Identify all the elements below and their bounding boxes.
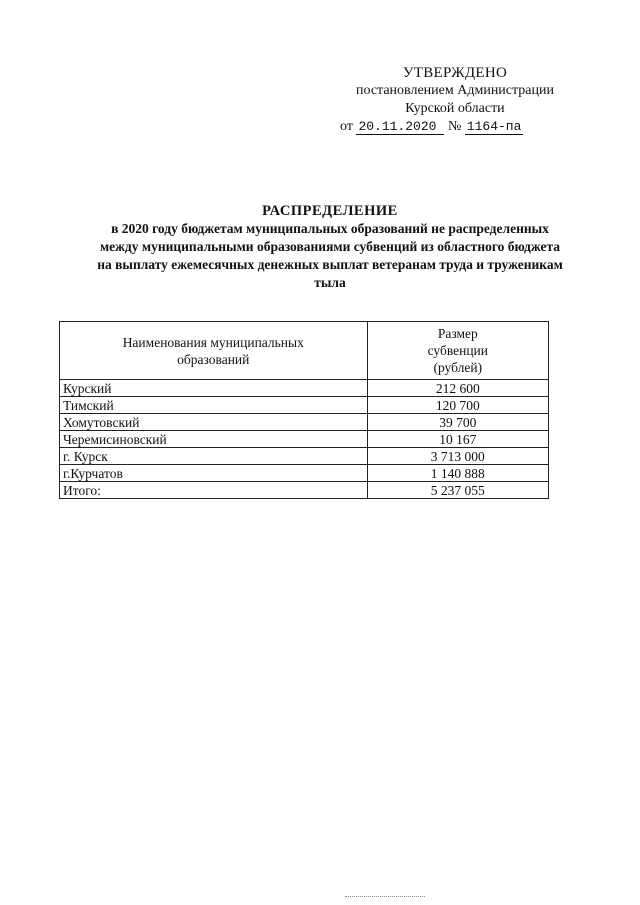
table-row-total — [60, 482, 549, 499]
row-name: Хомутовский — [60, 414, 368, 431]
row-name: Итого: — [60, 482, 368, 499]
row-amount: 3 713 000 — [367, 448, 548, 465]
column-header-amount: Размер субвенции (рублей) — [367, 322, 548, 380]
title-heading: РАСПРЕДЕЛЕНИЕ — [262, 203, 398, 219]
row-name: г.Курчатов — [60, 465, 368, 482]
decree-number: 1164-па — [466, 119, 522, 134]
row-name: Черемисиновский — [60, 431, 368, 448]
row-amount: 39 700 — [367, 414, 548, 431]
title-line-1: в 2020 году бюджетам муниципальных образований не распределенных — [111, 221, 549, 236]
row-name: г. Курск — [60, 448, 368, 465]
table-row — [60, 431, 549, 448]
row-amount: 10 167 — [367, 431, 548, 448]
row-amount: 5 237 055 — [367, 482, 548, 499]
number-label: № — [447, 119, 462, 134]
table-header-row — [60, 322, 549, 380]
title-line-2: между муниципальными образованиями субвенций из областного бюджета — [99, 239, 561, 254]
row-name: Курский — [60, 380, 368, 397]
decree-line — [330, 118, 580, 136]
row-name: Тимский — [60, 397, 368, 414]
column-header-name: Наименования муниципальных образований — [60, 322, 368, 380]
title-line-4: тыла — [314, 275, 346, 290]
table-row — [60, 448, 549, 465]
approval-line-2: Курской области — [405, 101, 505, 116]
table-row — [60, 380, 549, 397]
row-amount: 212 600 — [367, 380, 548, 397]
row-amount: 1 140 888 — [367, 465, 548, 482]
row-amount: 120 700 — [367, 397, 548, 414]
approved-label: УТВЕРЖДЕНО — [402, 65, 508, 81]
table-row — [60, 397, 549, 414]
from-label: от — [340, 119, 353, 134]
approval-line-1: постановлением Администрации — [356, 83, 554, 98]
table-row — [60, 414, 549, 431]
scan-artifact — [345, 896, 425, 899]
approval-stamp — [330, 64, 580, 136]
table-row — [60, 465, 549, 482]
title-line-3: на выплату ежемесячных денежных выплат ветеранам труда и труженикам — [97, 257, 563, 272]
document-title — [40, 202, 620, 292]
distribution-table — [59, 321, 549, 499]
decree-date: 20.11.2020 — [356, 119, 444, 135]
